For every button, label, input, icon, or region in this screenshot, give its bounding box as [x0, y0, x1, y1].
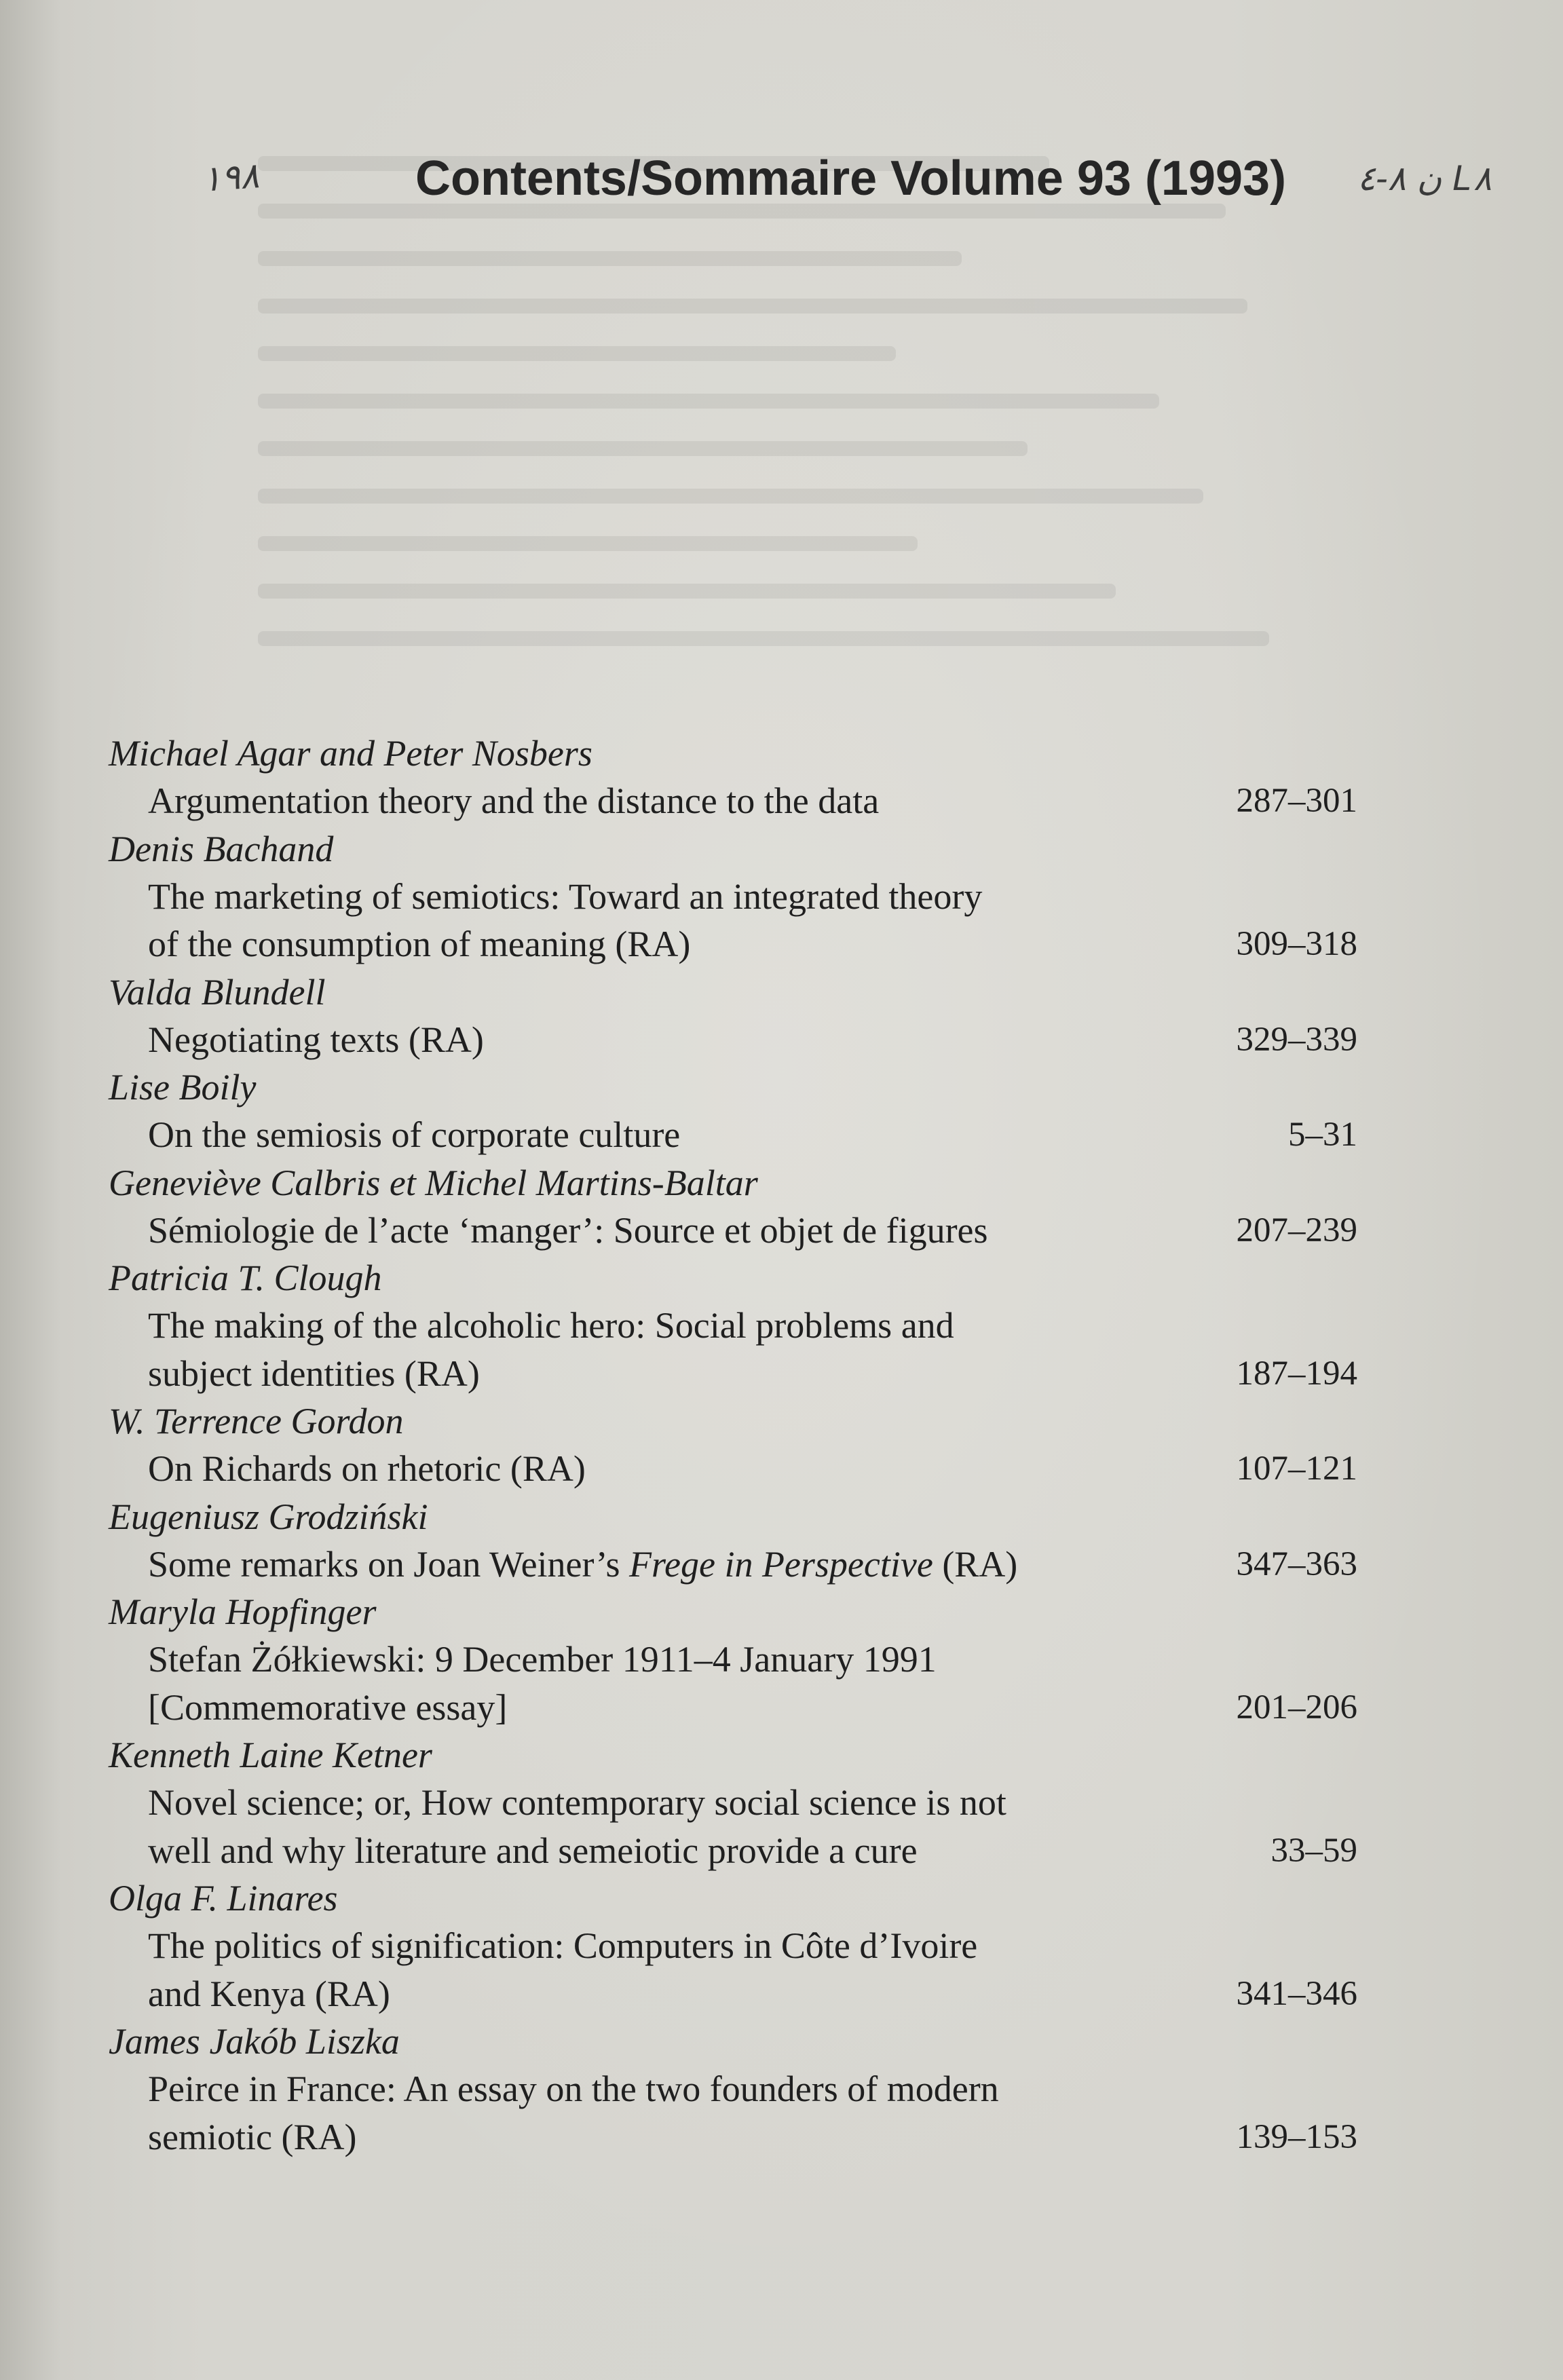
entry-author: Patricia T. Clough — [109, 1258, 382, 1298]
entry-author: Michael Agar and Peter Nosbers — [109, 733, 592, 774]
contents-entry — [109, 1874, 1364, 2018]
entry-pages: 5–31 — [1288, 1116, 1357, 1154]
entry-pages: 139–153 — [1236, 2117, 1357, 2156]
entry-title-line: The marketing of semiotics: Toward an integrated theory — [148, 875, 983, 917]
contents-entry — [109, 1254, 1364, 1397]
entry-title-line: Argumentation theory and the distance to the data 287–301 — [109, 777, 1364, 825]
entry-title-line: Stefan Żółkiewski: 9 December 1911–4 January 1991 — [148, 1639, 937, 1680]
entry-pages: 33–59 — [1270, 1831, 1357, 1870]
entry-title-line: semiotic (RA) 139–153 — [109, 2113, 1364, 2161]
entry-title-line: On the semiosis of corporate culture 5–31 — [109, 1111, 1364, 1159]
entry-author: Kenneth Laine Ketner — [109, 1735, 432, 1775]
entry-pages: 201–206 — [1236, 1688, 1357, 1726]
entry-title-line: The making of the alcoholic hero: Social problems and — [148, 1305, 954, 1346]
page-title: Contents/Sommaire Volume 93 (1993) — [415, 151, 1287, 206]
entry-title-line: and Kenya (RA) 341–346 — [109, 1970, 1364, 2018]
contents-entry — [109, 1731, 1364, 1874]
contents-list — [109, 730, 1364, 2161]
handwritten-mark-left: ١٩٨ — [201, 155, 261, 200]
entry-author: James Jakób Liszka — [109, 2021, 400, 2062]
entry-author: Lise Boily — [109, 1067, 257, 1108]
contents-entry — [109, 968, 1364, 1064]
contents-entry — [109, 825, 1364, 968]
entry-title-line: The politics of signification: Computers in Côte d’Ivoire — [148, 1925, 978, 1966]
entry-title-line: On Richards on rhetoric (RA) 107–121 — [109, 1445, 1364, 1493]
entry-pages: 341–346 — [1236, 1974, 1357, 2013]
entry-author: Olga F. Linares — [109, 1878, 338, 1919]
entry-author: Geneviève Calbris et Michel Martins-Baltar — [109, 1162, 758, 1203]
entry-pages: 287–301 — [1236, 782, 1357, 820]
contents-entry — [109, 1397, 1364, 1493]
entry-pages: 347–363 — [1236, 1545, 1357, 1583]
entry-pages: 207–239 — [1236, 1211, 1357, 1249]
entry-title-line: of the consumption of meaning (RA) 309–318 — [109, 920, 1364, 968]
entry-author: Valda Blundell — [109, 971, 326, 1013]
contents-entry — [109, 1588, 1364, 1731]
bleed-through-text — [258, 156, 1357, 699]
entry-title-line: Novel science; or, How contemporary social science is not — [148, 1782, 1006, 1823]
entry-title-line: [Commemorative essay] 201–206 — [109, 1684, 1364, 1732]
contents-entry — [109, 2018, 1364, 2161]
entry-title-line: Negotiating texts (RA) 329–339 — [109, 1016, 1364, 1064]
entry-title-line: Peirce in France: An essay on the two founders of modern — [148, 2069, 999, 2109]
book-title-italic: Frege in Perspective — [629, 1543, 933, 1585]
entry-title-line: subject identities (RA) 187–194 — [109, 1350, 1364, 1398]
handwritten-mark-right: ن ٨-٤ L٨ — [1357, 159, 1492, 198]
contents-entry — [109, 1493, 1364, 1589]
contents-entry — [109, 1063, 1364, 1159]
entry-author: W. Terrence Gordon — [109, 1401, 404, 1441]
entry-pages: 329–339 — [1236, 1020, 1357, 1059]
entry-author: Denis Bachand — [109, 828, 334, 869]
entry-author: Eugeniusz Grodziński — [109, 1496, 428, 1537]
contents-entry — [109, 1159, 1364, 1255]
entry-title-line: Some remarks on Joan Weiner’s Frege in Perspective (RA) 347–363 — [109, 1541, 1364, 1589]
entry-pages: 187–194 — [1236, 1354, 1357, 1393]
entry-pages: 309–318 — [1236, 925, 1357, 963]
entry-pages: 107–121 — [1236, 1450, 1357, 1488]
entry-title-line: Sémiologie de l’acte ‘manger’: Source et objet de figures 207–239 — [109, 1207, 1364, 1255]
contents-entry — [109, 730, 1364, 825]
entry-author: Maryla Hopfinger — [109, 1591, 377, 1632]
entry-title-line: well and why literature and semeiotic provide a cure 33–59 — [109, 1827, 1364, 1875]
